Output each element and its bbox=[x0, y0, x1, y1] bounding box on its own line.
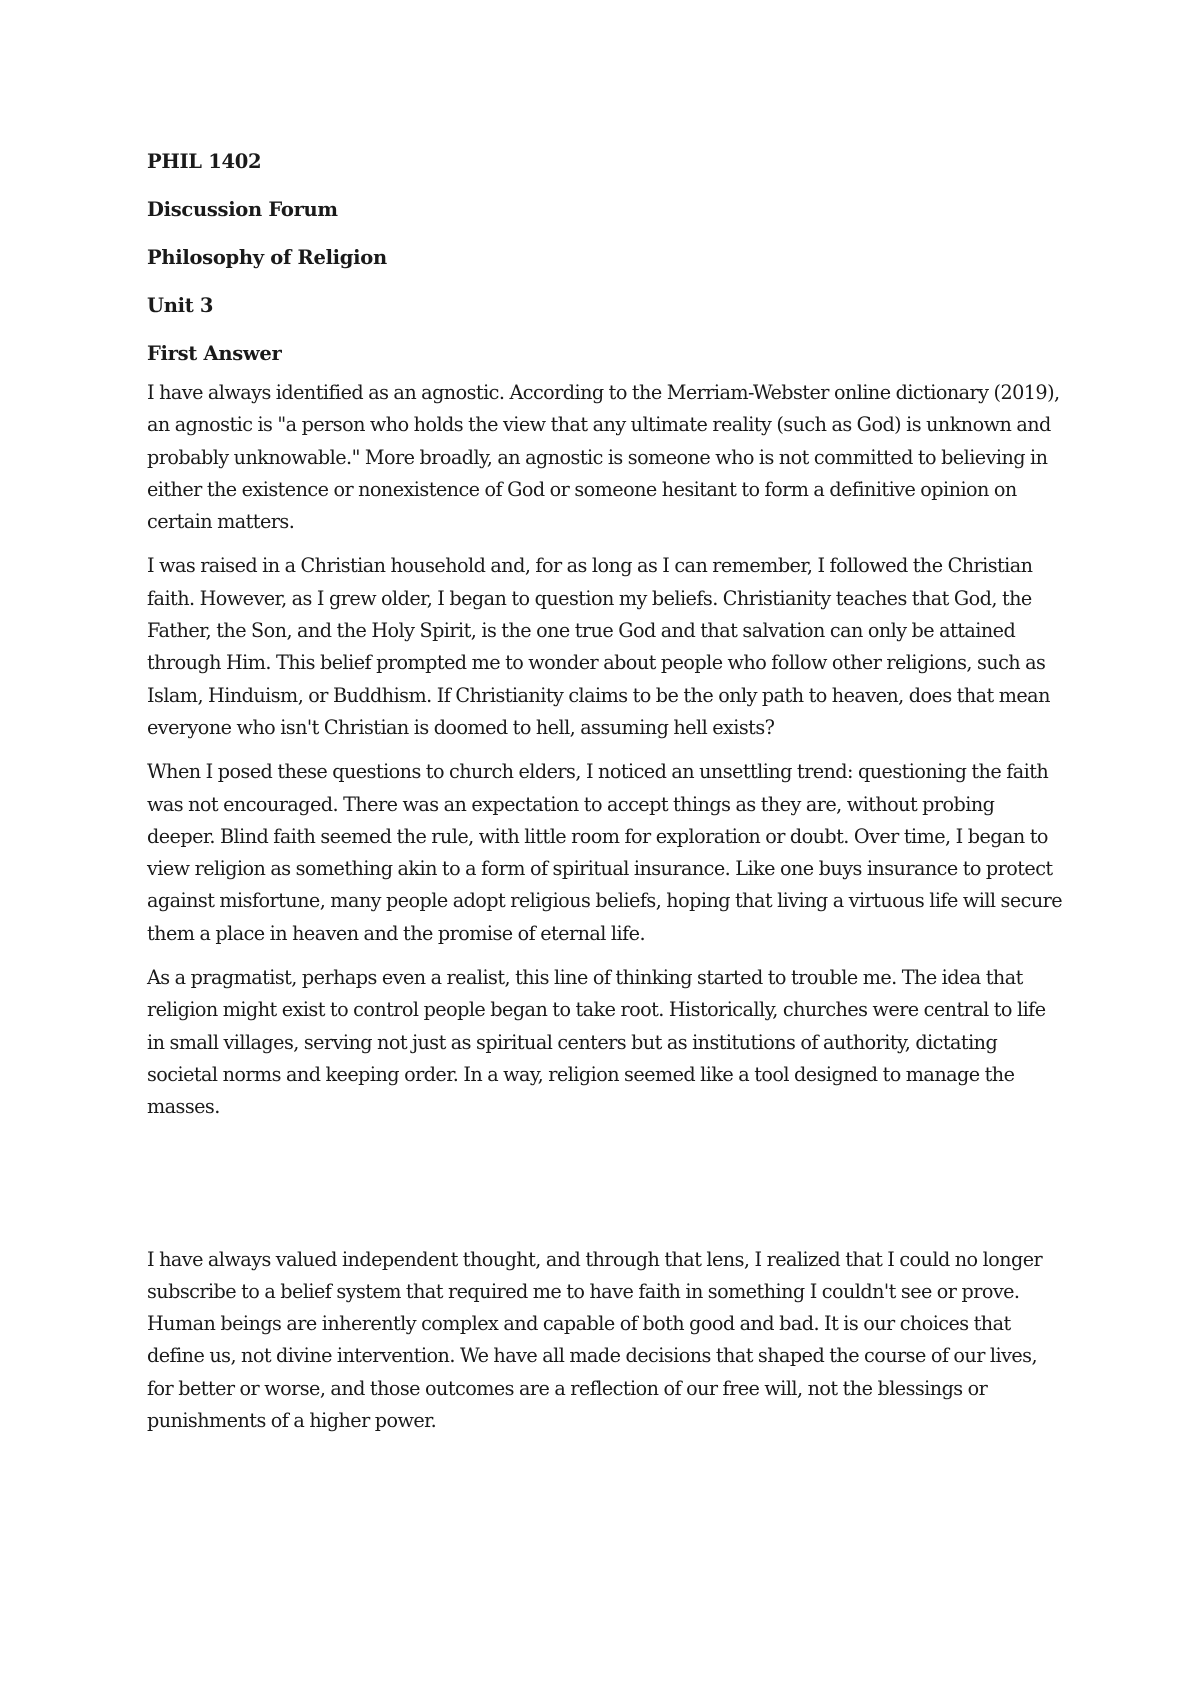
paragraph-pragmatist: As a pragmatist, perhaps even a realist, this line of thinking started to trouble me. The idea that religion might exist to control people began to take root. Historically, churches were central to life in small villages, serving not just as spiritual centers but as institutions of authority, dictating societal norms and keeping order. In a way, religion seemed like a tool designed to manage the masses. bbox=[147, 966, 1046, 1119]
paragraph-christian-upbringing: I was raised in a Christian household and, for as long as I can remember, I followed the Christian faith. However, as I grew older, I began to question my beliefs. Christianity teaches that God, the Father, the Son, and the Holy Spirit, is the one true God and that salvation can only be attained through Him. This belief prompted me to wonder about people who follow other religions, such as Islam, Hinduism, or Buddhism. If Christianity claims to be the only path to heaven, does that mean everyone who isn't Christian is doomed to hell, assuming hell exists? bbox=[147, 554, 1050, 739]
document-body bbox=[147, 148, 1067, 1449]
paragraph-church-elders: When I posed these questions to church elders, I noticed an unsettling trend: questioning the faith was not encouraged. There was an expectation to accept things as they are, without probing deeper. Blind faith seemed the rule, with little room for exploration or doubt. Over time, I began to view religion as something akin to a form of spiritual insurance. Like one buys insurance to protect against misfortune, many people adopt religious beliefs, hoping that living a virtuous life will secure them a place in heaven and the promise of eternal life. bbox=[147, 760, 1063, 945]
course-code-heading: PHIL 1402 bbox=[147, 150, 262, 173]
answer-heading: First Answer bbox=[147, 342, 282, 365]
blank-space bbox=[147, 1136, 1067, 1244]
paragraph-agnostic-definition: I have always identified as an agnostic. According to the Merriam-Webster online dictionary (2019), an agnostic is "a person who holds the view that any ultimate reality (such as God) is unknown and probably unknowable." More broadly, an agnostic is someone who is not committed to believing in either the existence or nonexistence of God or someone hesitant to form a definitive opinion on certain matters. bbox=[147, 381, 1060, 534]
paragraph-independent-thought: I have always valued independent thought, and through that lens, I realized that I could no longer subscribe to a belief system that required me to have faith in something I couldn't see or prove. Human beings are inherently complex and capable of both good and bad. It is our choices that define us, not divine intervention. We have all made decisions that shaped the course of our lives, for better or worse, and those outcomes are a reflection of our free will, not the blessings or punishments of a higher power. bbox=[147, 1247, 1043, 1433]
subject-heading: Philosophy of Religion bbox=[147, 246, 387, 269]
discussion-forum-heading: Discussion Forum bbox=[147, 198, 338, 221]
unit-heading: Unit 3 bbox=[147, 294, 214, 317]
